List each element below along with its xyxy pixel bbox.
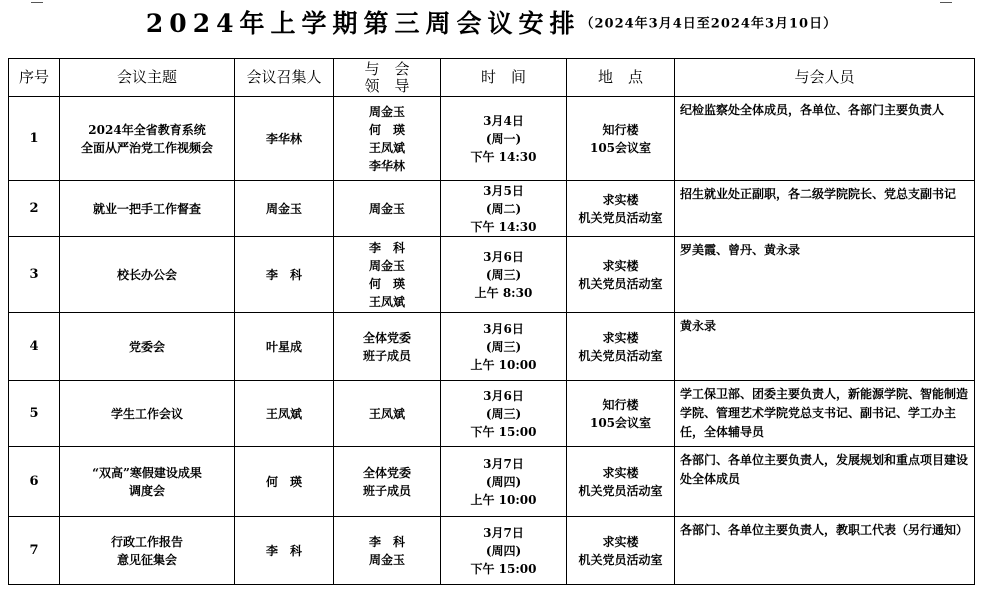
- meeting-date: 3月6日: [483, 249, 524, 264]
- meeting-date: 3月6日: [483, 388, 524, 403]
- table-header-row: [9, 59, 975, 97]
- topic-cell: [60, 447, 235, 517]
- header-seq: 序号: [9, 59, 60, 97]
- location-cell: [567, 381, 675, 447]
- attendees-cell: 招生就业处正副职，各二级学院院长、党总支副书记: [675, 181, 975, 237]
- topic-line: 党委会: [128, 339, 165, 354]
- table-body: [9, 97, 975, 585]
- location-cell: [567, 97, 675, 181]
- location-line: 求实楼: [602, 330, 639, 345]
- location-line: 求实楼: [602, 534, 639, 549]
- topic-line: 全面从严治党工作视频会: [80, 140, 213, 155]
- page-title: [0, 4, 983, 48]
- attendees-cell: 各部门、各单位主要负责人，教职工代表（另行通知）: [675, 517, 975, 585]
- table-row: [9, 97, 975, 181]
- attendees-cell: 黄永录: [675, 313, 975, 381]
- meeting-date: 3月5日: [483, 183, 524, 198]
- location-line: 求实楼: [602, 258, 639, 273]
- leader-name: 王凤斌: [368, 406, 405, 421]
- leader-name: 李 科: [368, 240, 405, 255]
- location-cell: [567, 447, 675, 517]
- table-row: [9, 313, 975, 381]
- header-topic: 会议主题: [60, 59, 235, 97]
- topic-line: 学生工作会议: [110, 406, 183, 421]
- meeting-date: 3月7日: [483, 525, 524, 540]
- topic-line: 行政工作报告: [110, 534, 183, 549]
- header-attendees: 与会人员: [675, 59, 975, 97]
- meeting-time: 下午 14:30: [470, 219, 537, 234]
- meeting-weekday: (周三): [485, 339, 522, 354]
- seq-cell: 1: [9, 97, 60, 181]
- location-line: 求实楼: [602, 192, 639, 207]
- meeting-time: 上午 8:30: [474, 285, 533, 300]
- location-line: 求实楼: [602, 465, 639, 480]
- meeting-date: 3月7日: [483, 456, 524, 471]
- header-location: 地 点: [567, 59, 675, 97]
- table-row: [9, 237, 975, 313]
- leader-name: 王凤斌: [368, 294, 405, 309]
- header-convener: 会议召集人: [235, 59, 334, 97]
- leader-name: 李 科: [368, 534, 405, 549]
- meeting-weekday: (周四): [485, 474, 522, 489]
- convener-cell: 叶星成: [235, 313, 334, 381]
- title-date-range: （2024年3月4日至2024年3月10日）: [580, 16, 838, 32]
- title-main: 2024年上学期第三周会议安排: [145, 9, 581, 38]
- meeting-weekday: (周二): [485, 201, 522, 216]
- topic-cell: [60, 313, 235, 381]
- table-row: [9, 447, 975, 517]
- convener-cell: 李 科: [235, 517, 334, 585]
- attendees-cell: 各部门、各单位主要负责人，发展规划和重点项目建设处全体成员: [675, 447, 975, 517]
- leader-name: 全体党委: [362, 465, 411, 480]
- topic-cell: [60, 381, 235, 447]
- time-cell: [441, 447, 567, 517]
- topic-line: 调度会: [128, 483, 165, 498]
- location-cell: [567, 313, 675, 381]
- leader-name: 全体党委: [362, 330, 411, 345]
- location-line: 机关党员活动室: [578, 552, 663, 567]
- attendees-cell: 罗美霞、曾丹、黄永录: [675, 237, 975, 313]
- seq-cell: 2: [9, 181, 60, 237]
- table-row: [9, 381, 975, 447]
- meeting-time: 上午 10:00: [470, 492, 537, 507]
- leader-name: 王凤斌: [368, 140, 405, 155]
- table-row: [9, 181, 975, 237]
- meeting-time: 上午 10:00: [470, 357, 537, 372]
- leader-name: 周金玉: [368, 201, 405, 216]
- leader-name: 周金玉: [368, 258, 405, 273]
- time-cell: [441, 313, 567, 381]
- leaders-cell: [334, 517, 441, 585]
- leaders-cell: [334, 313, 441, 381]
- leaders-cell: [334, 181, 441, 237]
- meeting-date: 3月4日: [483, 113, 524, 128]
- topic-line: 就业一把手工作督查: [92, 201, 201, 216]
- meeting-weekday: (周三): [485, 406, 522, 421]
- meeting-time: 下午 14:30: [470, 149, 537, 164]
- topic-cell: [60, 237, 235, 313]
- location-line: 机关党员活动室: [578, 276, 663, 291]
- time-cell: [441, 181, 567, 237]
- location-cell: [567, 237, 675, 313]
- leaders-cell: [334, 97, 441, 181]
- leader-name: 班子成员: [362, 483, 411, 498]
- seq-cell: 3: [9, 237, 60, 313]
- location-line: 知行楼: [602, 397, 639, 412]
- time-cell: [441, 517, 567, 585]
- attendees-cell: 学工保卫部、团委主要负责人，新能源学院、智能制造学院、管理艺术学院党总支书记、副书记、学工办主任，全体辅导员: [675, 381, 975, 447]
- topic-line: 校长办公会: [116, 267, 177, 282]
- location-line: 机关党员活动室: [578, 210, 663, 225]
- header-leaders-line2: 领 导: [364, 76, 410, 95]
- leaders-cell: [334, 447, 441, 517]
- meeting-time: 下午 15:00: [470, 561, 537, 576]
- seq-cell: 4: [9, 313, 60, 381]
- topic-line: 2024年全省教育系统: [88, 122, 206, 137]
- meeting-date: 3月6日: [483, 321, 524, 336]
- convener-cell: 周金玉: [235, 181, 334, 237]
- leader-name: 何 瑛: [368, 276, 405, 291]
- location-cell: [567, 517, 675, 585]
- seq-cell: 5: [9, 381, 60, 447]
- meeting-schedule-table: [8, 58, 975, 585]
- meeting-time: 下午 15:00: [470, 424, 537, 439]
- leader-name: 何 瑛: [368, 122, 405, 137]
- location-cell: [567, 181, 675, 237]
- location-line: 机关党员活动室: [578, 483, 663, 498]
- leader-name: 李华林: [368, 158, 405, 173]
- time-cell: [441, 97, 567, 181]
- leaders-cell: [334, 381, 441, 447]
- time-cell: [441, 381, 567, 447]
- header-leaders: [334, 59, 441, 97]
- meeting-weekday: (周四): [485, 543, 522, 558]
- leader-name: 班子成员: [362, 348, 411, 363]
- location-line: 机关党员活动室: [578, 348, 663, 363]
- convener-cell: 王凤斌: [235, 381, 334, 447]
- meeting-weekday: (周一): [485, 131, 522, 146]
- header-leaders-line1: 与 会: [364, 59, 410, 78]
- table-row: [9, 517, 975, 585]
- leader-name: 周金玉: [368, 552, 405, 567]
- location-line: 105会议室: [589, 415, 652, 430]
- topic-cell: [60, 517, 235, 585]
- topic-cell: [60, 181, 235, 237]
- page-corner-mark-right: [940, 2, 952, 3]
- seq-cell: 6: [9, 447, 60, 517]
- location-line: 105会议室: [589, 140, 652, 155]
- topic-line: “双高”寒假建设成果: [92, 465, 202, 480]
- seq-cell: 7: [9, 517, 60, 585]
- leader-name: 周金玉: [368, 104, 405, 119]
- topic-line: 意见征集会: [116, 552, 177, 567]
- convener-cell: 李华林: [235, 97, 334, 181]
- convener-cell: 何 瑛: [235, 447, 334, 517]
- meeting-weekday: (周三): [485, 267, 522, 282]
- header-time: 时 间: [441, 59, 567, 97]
- leaders-cell: [334, 237, 441, 313]
- convener-cell: 李 科: [235, 237, 334, 313]
- topic-cell: [60, 97, 235, 181]
- attendees-cell: 纪检监察处全体成员，各单位、各部门主要负责人: [675, 97, 975, 181]
- time-cell: [441, 237, 567, 313]
- location-line: 知行楼: [602, 122, 639, 137]
- page-corner-mark-left: [31, 2, 43, 3]
